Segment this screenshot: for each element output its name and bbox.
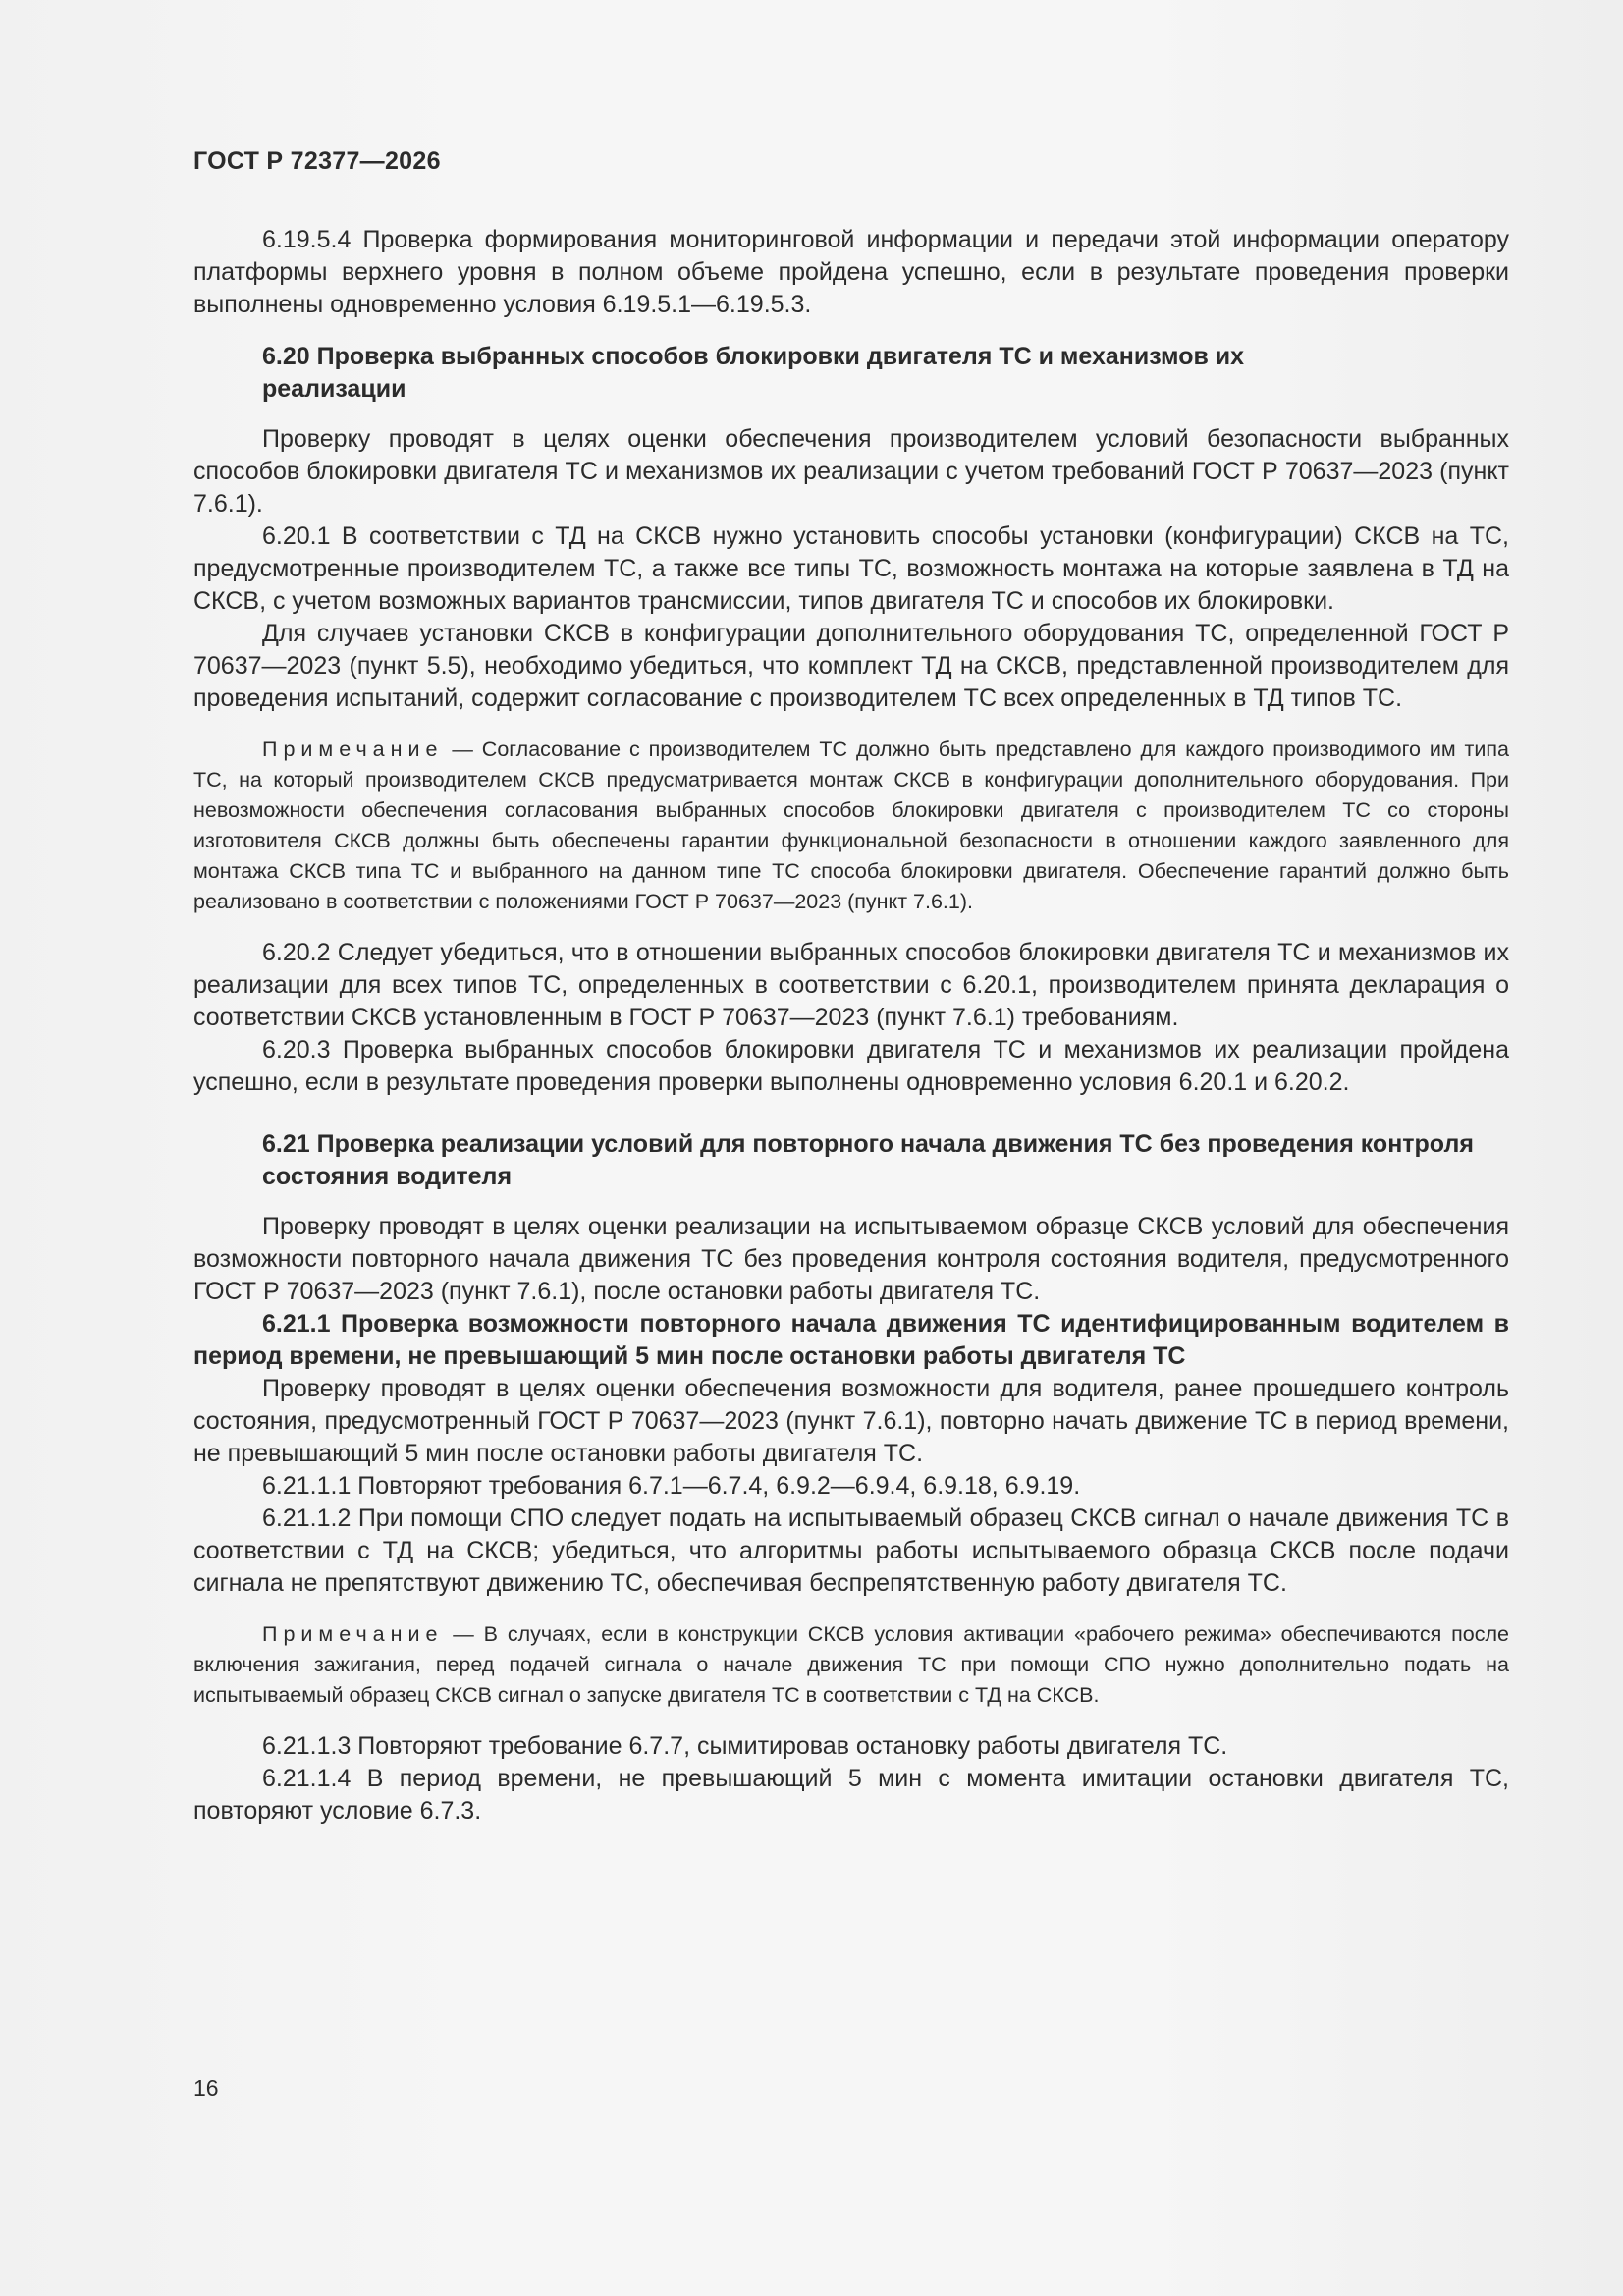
document-body	[193, 224, 1509, 1828]
paragraph: Проверку проводят в целях оценки обеспечения производителем условий безопасности выбранных способов блокировки двигателя ТС и механизмов их реализации с учетом требований ГОСТ Р 70637—2023 (пункт 7.6.1).	[193, 425, 1509, 518]
note-label: Примечание	[262, 1622, 444, 1646]
paragraph-6-20-1: 6.20.1 В соответствии с ТД на СКСВ нужно установить способы установки (конфигурации) СКСВ на ТС, предусмотренные производителем ТС, а также все типы ТС, возможность монтажа на которые заявлена в ТД на СКСВ, с учетом возможных вариантов трансмиссии, типов двигателя ТС и способов их блокировки.	[193, 522, 1509, 615]
paragraph-6-21-1-4: 6.21.1.4 В период времени, не превышающий 5 мин с момента имитации остановки двигателя ТС, повторяют условие 6.7.3.	[193, 1765, 1509, 1825]
section-heading-6-21: 6.21 Проверка реализации условий для повторного начала движения ТС без проведения контроля состояния водителя	[262, 1130, 1474, 1190]
paragraph-6-21-1-3: 6.21.1.3 Повторяют требование 6.7.7, сымитировав остановку работы двигателя ТС.	[262, 1732, 1228, 1760]
note-text: — В случаях, если в конструкции СКСВ условия активации «рабочего режима» обеспечиваются после включения зажигания, перед подачей сигнала о начале движения ТС при помощи СПО нужно дополнительно подать на испытываемый образец СКСВ сигнал о запуске двигателя ТС в соответствии с ТД на СКСВ.	[193, 1622, 1509, 1707]
paragraph: Для случаев установки СКСВ в конфигурации дополнительного оборудования ТС, определенной ГОСТ Р 70637—2023 (пункт 5.5), необходимо убедиться, что комплект ТД на СКСВ, представленной производителем для проведения испытаний, содержит согласование с производителем ТС всех определенных в ТД типов ТС.	[193, 620, 1509, 712]
paragraph-6-19-5-4: 6.19.5.4 Проверка формирования мониторинговой информации и передачи этой информации оператору платформы верхнего уровня в полном объеме пройдена успешно, если в результате проведения проверки выполнены одновременно условия 6.19.5.1—6.19.5.3.	[193, 226, 1509, 318]
paragraph-6-20-2: 6.20.2 Следует убедиться, что в отношении выбранных способов блокировки двигателя ТС и механизмов их реализации для всех типов ТС, определенных в соответствии с 6.20.1, производителем принята декларация о соответствии СКСВ установленным в ГОСТ Р 70637—2023 (пункт 7.6.1) требованиям.	[193, 939, 1509, 1031]
paragraph: Проверку проводят в целях оценки обеспечения возможности для водителя, ранее прошедшего контроль состояния, предусмотренный ГОСТ Р 70637—2023 (пункт 7.6.1), повторно начать движение ТС в период времени, не превышающий 5 мин после остановки работы двигателя ТС.	[193, 1375, 1509, 1467]
note-block	[193, 1619, 1509, 1711]
note-text: — Согласование с производителем ТС должно быть представлено для каждого производимого им типа ТС, на который производителем СКСВ предусматривается монтаж СКСВ в конфигурации дополнительного оборудования. При невозможности обеспечения согласования выбранных способов блокировки двигателя с производителем ТС со стороны изготовителя СКСВ должны быть обеспечены гарантии функциональной безопасности в отношении каждого заявленного для монтажа СКСВ типа ТС и выбранного на данном типе ТС способа блокировки двигателя. Обеспечение гарантий должно быть реализовано в соответствии с положениями ГОСТ Р 70637—2023 (пункт 7.6.1).	[193, 738, 1509, 913]
paragraph-6-21-1-2: 6.21.1.2 При помощи СПО следует подать на испытываемый образец СКСВ сигнал о начале движения ТС в соответствии с ТД на СКСВ; убедиться, что алгоритмы работы испытываемого образца СКСВ после подачи сигнала не препятствуют движению ТС, обеспечивая беспрепятственную работу двигателя ТС.	[193, 1504, 1509, 1597]
note-block	[193, 735, 1509, 917]
page-number: 16	[193, 2075, 219, 2101]
note-label: Примечание	[262, 738, 444, 761]
subsection-heading-6-21-1: 6.21.1 Проверка возможности повторного начала движения ТС идентифицированным водителем в период времени, не превышающий 5 мин после остановки работы двигателя ТС	[193, 1310, 1509, 1370]
paragraph-6-21-1-1: 6.21.1.1 Повторяют требования 6.7.1—6.7.4, 6.9.2—6.9.4, 6.9.18, 6.9.19.	[262, 1472, 1081, 1500]
section-heading-6-20: 6.20 Проверка выбранных способов блокировки двигателя ТС и механизмов их реализации	[262, 343, 1245, 403]
paragraph-6-20-3: 6.20.3 Проверка выбранных способов блокировки двигателя ТС и механизмов их реализации пройдена успешно, если в результате проведения проверки выполнены одновременно условия 6.20.1 и 6.20.2.	[193, 1036, 1509, 1096]
paragraph: Проверку проводят в целях оценки реализации на испытываемом образце СКСВ условий для обеспечения возможности повторного начала движения ТС без проведения контроля состояния водителя, предусмотренного ГОСТ Р 70637—2023 (пункт 7.6.1), после остановки работы двигателя ТС.	[193, 1213, 1509, 1305]
document-header: ГОСТ Р 72377—2026	[193, 147, 441, 175]
